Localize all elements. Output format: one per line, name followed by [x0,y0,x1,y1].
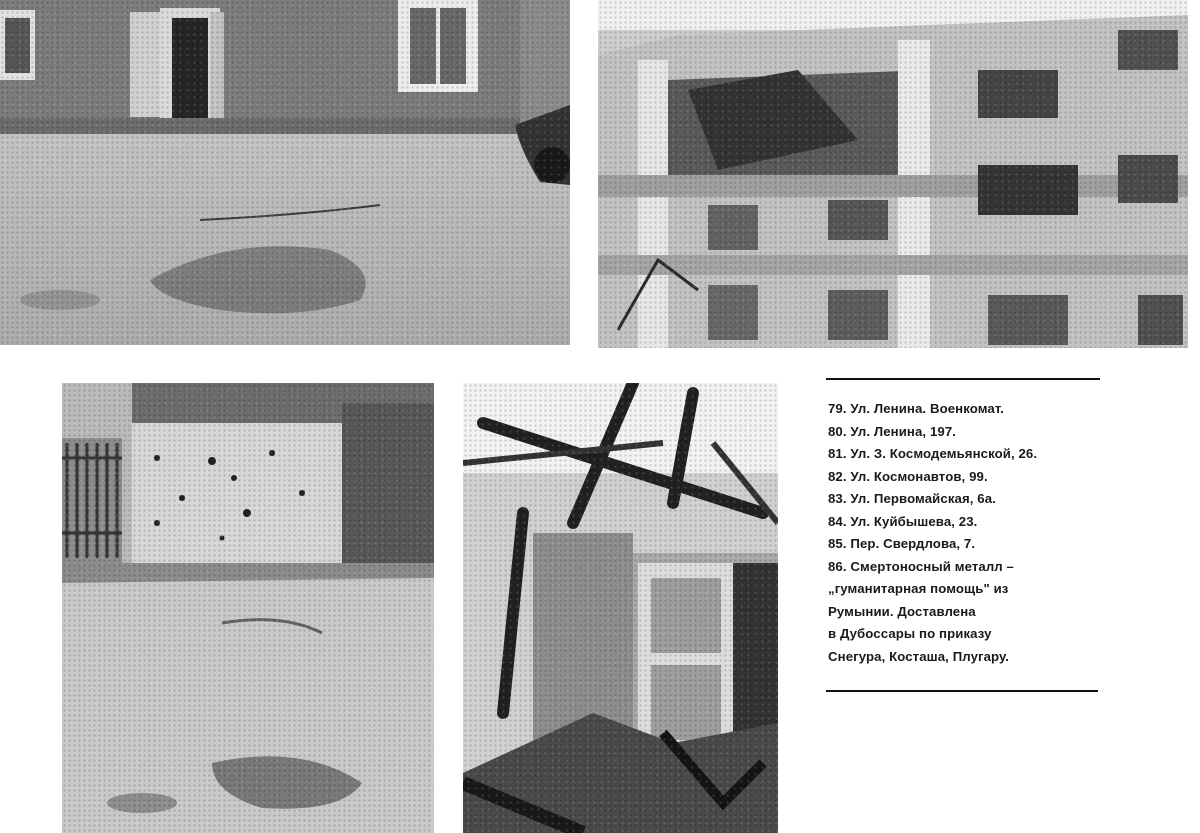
caption-list [826,398,1100,668]
caption-line: 86. Смертоносный металл – [828,558,1014,574]
caption-line: 81. Ул. З. Космодемьянской, 26. [828,446,1038,461]
caption-bottom-rule [826,690,1098,692]
photo-building-entrance [0,0,570,345]
photo-bullet-marked-wall [62,383,434,833]
caption-line: 84. Ул. Куйбышева, 23. [828,513,978,529]
caption-line: 85. Пер. Свердлова, 7. [828,536,976,551]
caption-block [826,378,1100,692]
photo-damaged-apartment-block [598,0,1188,348]
caption-line: „гуманитарная помощь" из [828,581,1009,596]
caption-line: 82. Ул. Космонавтов, 99. [828,468,988,484]
caption-line: в Дубоссары по приказу [828,626,992,641]
photo-destroyed-roof-doorway [463,383,778,833]
caption-line: Румынии. Доставлена [828,603,976,619]
caption-line: 79. Ул. Ленина. Военкомат. [828,401,1005,416]
caption-line: 83. Ул. Первомайская, 6а. [828,491,996,506]
caption-top-rule [826,378,1100,380]
caption-line: 80. Ул. Ленина, 197. [828,423,957,439]
caption-line: Снегура, Косташа, Плугару. [828,648,1010,664]
